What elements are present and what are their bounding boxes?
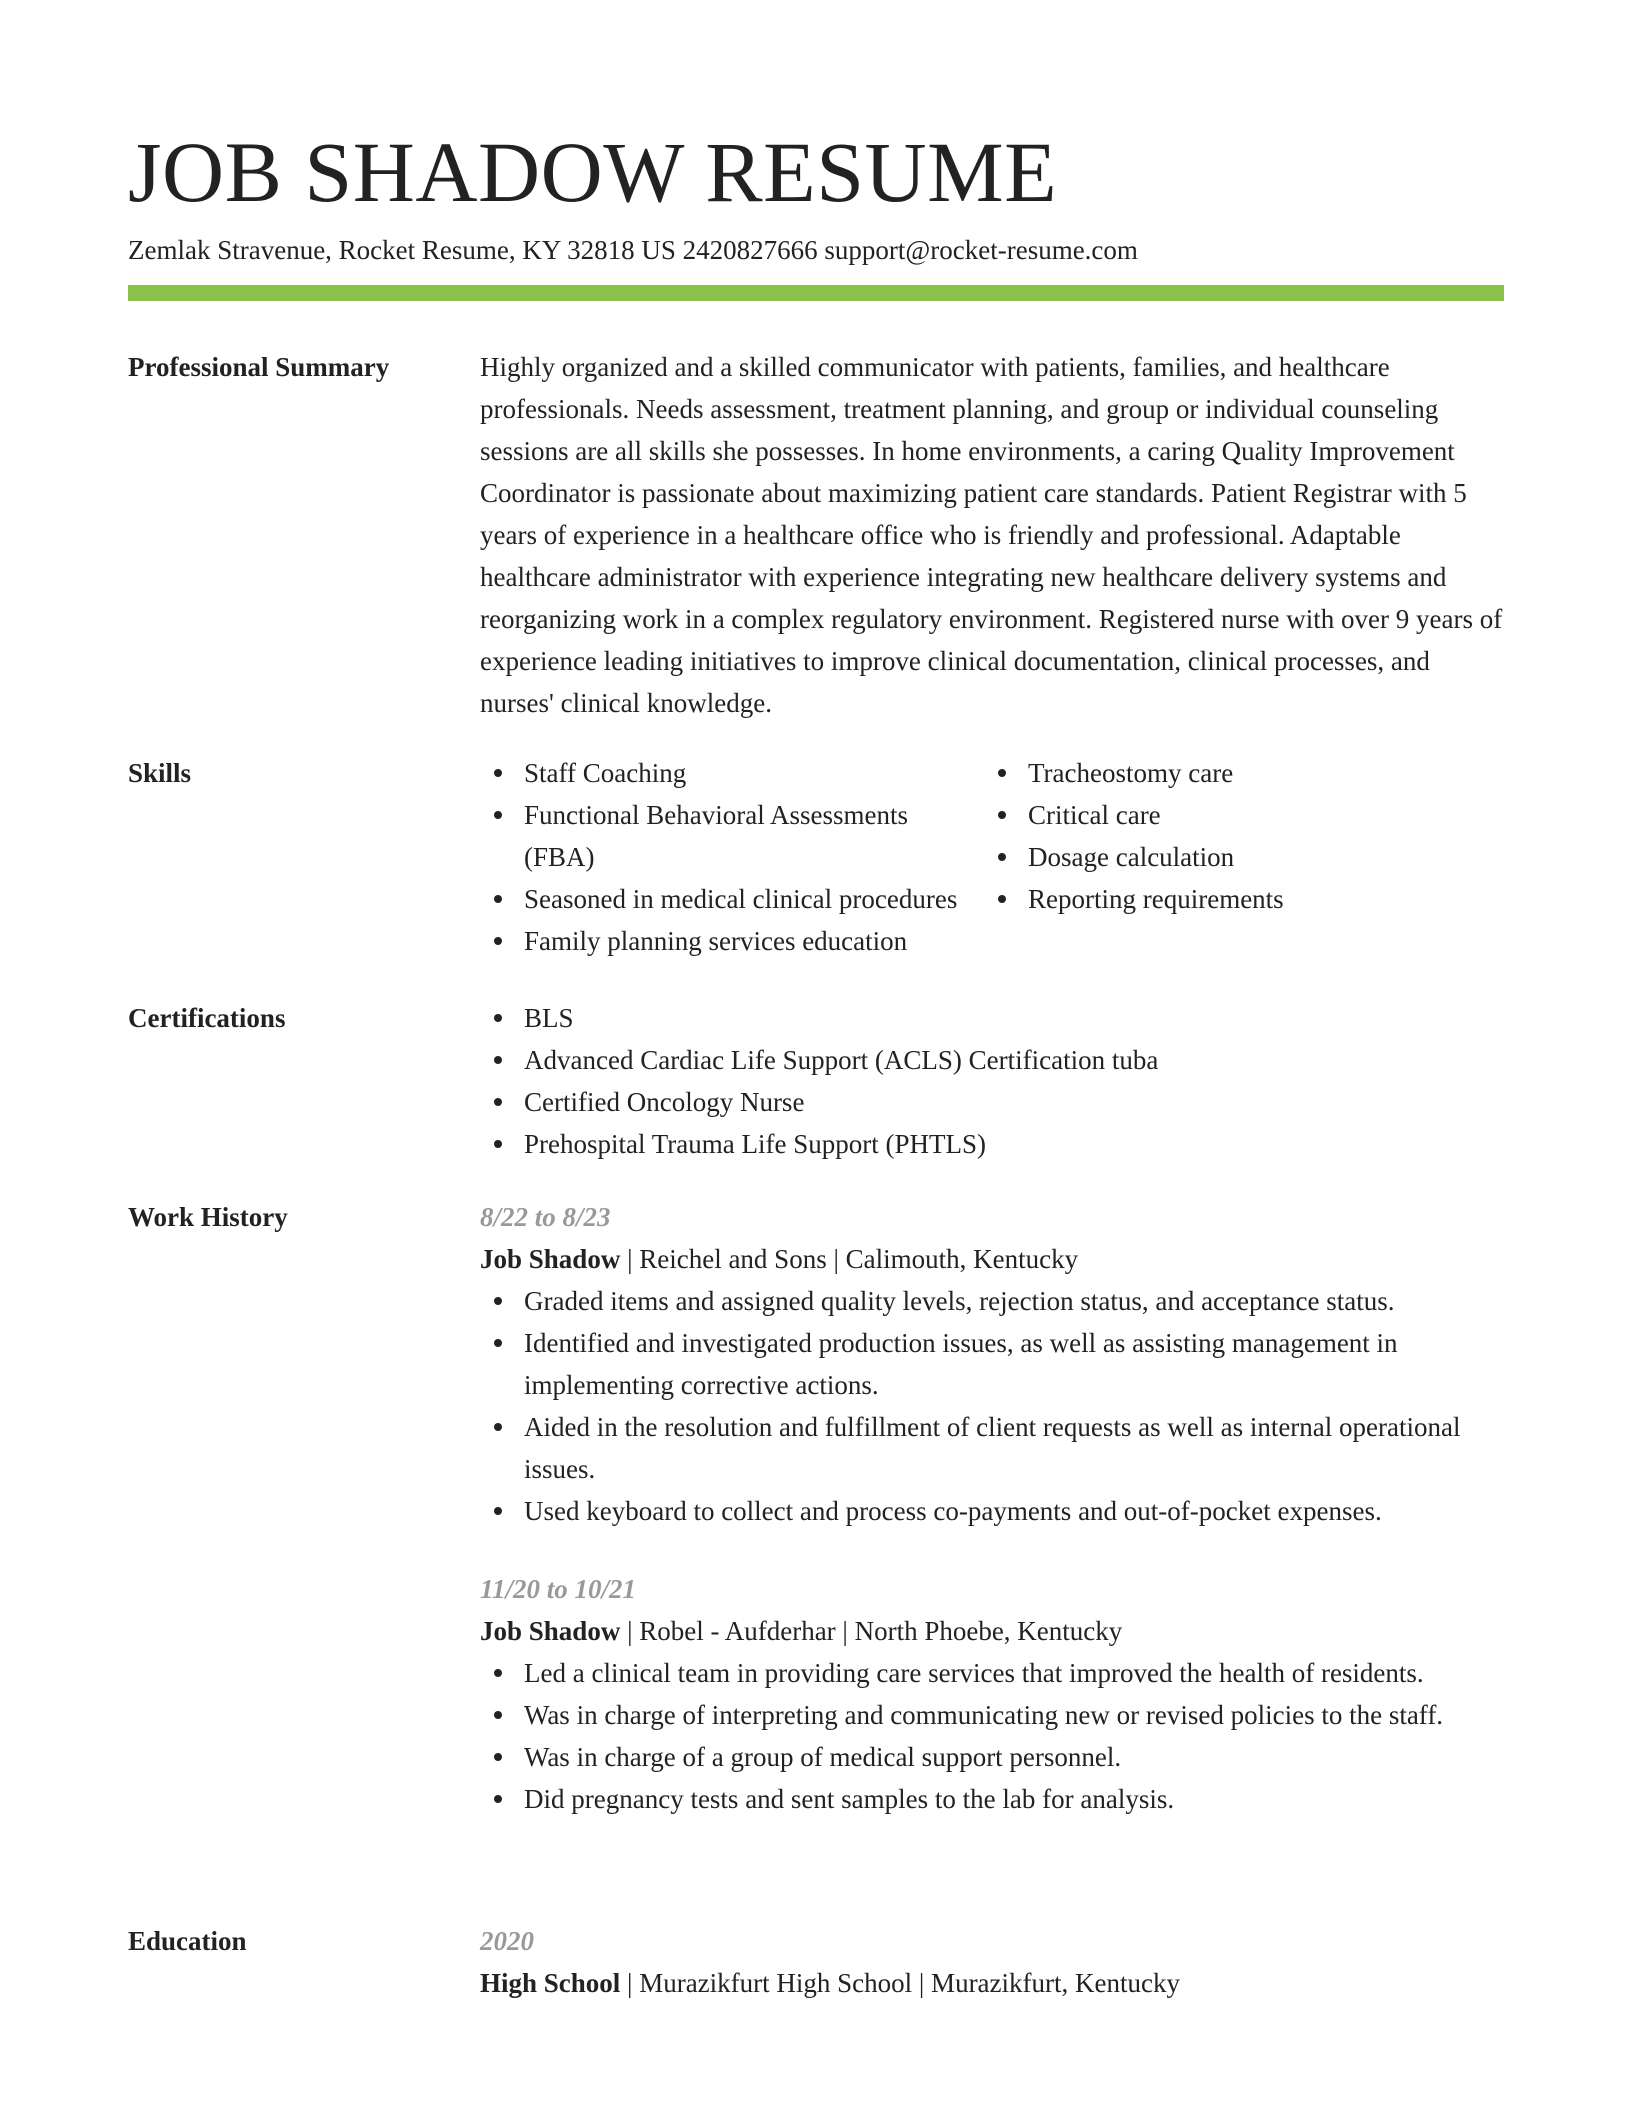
job-duty: Graded items and assigned quality levels, rejection status, and acceptance status. <box>480 1280 1504 1322</box>
job-title: Job Shadow <box>480 1616 621 1646</box>
summary-body <box>480 346 1504 724</box>
bullet-icon <box>494 1056 502 1064</box>
work-history-label: Work History <box>128 1202 288 1232</box>
bullet-icon <box>998 769 1006 777</box>
certifications-list <box>480 997 1504 1165</box>
bullet-icon <box>998 895 1006 903</box>
job-duty: Led a clinical team in providing care services that improved the health of residents. <box>480 1652 1504 1694</box>
job-duty: Identified and investigated production issues, as well as assisting management in implementing corrective actions. <box>480 1322 1504 1406</box>
education-school: | Murazikfurt High School | Murazikfurt, Kentucky <box>620 1968 1180 1998</box>
bullet-icon <box>494 1098 502 1106</box>
job-heading <box>480 1238 1504 1280</box>
bullet-icon <box>494 1423 502 1431</box>
skill-item: Tracheostomy care <box>984 752 1504 794</box>
education-year: 2020 <box>480 1926 534 1956</box>
skill-item: Family planning services education <box>480 920 984 962</box>
skill-item: Critical care <box>984 794 1504 836</box>
job-title: Job Shadow <box>480 1244 621 1274</box>
skills-list-right <box>984 752 1504 962</box>
bullet-icon <box>494 1669 502 1677</box>
bullet-icon <box>494 1297 502 1305</box>
job-dates: 11/20 to 10/21 <box>480 1574 637 1604</box>
contact-info: Zemlak Stravenue, Rocket Resume, KY 32818 US 2420827666 support@rocket-resume.com <box>128 235 1138 265</box>
education-heading <box>480 1962 1504 2004</box>
job-duty: Did pregnancy tests and sent samples to the lab for analysis. <box>480 1778 1504 1820</box>
accent-divider <box>128 285 1504 301</box>
skill-item: Staff Coaching <box>480 752 984 794</box>
education-body <box>480 1920 1504 2004</box>
bullet-icon <box>494 937 502 945</box>
job-entry <box>480 1196 1504 1532</box>
bullet-icon <box>998 853 1006 861</box>
summary-label: Professional Summary <box>128 352 390 382</box>
bullet-icon <box>998 811 1006 819</box>
skill-item: Seasoned in medical clinical procedures <box>480 878 984 920</box>
job-duty: Was in charge of a group of medical support personnel. <box>480 1736 1504 1778</box>
skills-label: Skills <box>128 758 192 788</box>
bullet-icon <box>494 895 502 903</box>
job-dates: 8/22 to 8/23 <box>480 1202 611 1232</box>
education-label: Education <box>128 1926 247 1956</box>
skills-list-left <box>480 752 984 962</box>
skill-item: Reporting requirements <box>984 878 1504 920</box>
bullet-icon <box>494 1507 502 1515</box>
bullet-icon <box>494 1014 502 1022</box>
certification-item: Prehospital Trauma Life Support (PHTLS) <box>480 1123 1504 1165</box>
education-degree: High School <box>480 1968 621 1998</box>
skill-item: Dosage calculation <box>984 836 1504 878</box>
job-duty: Aided in the resolution and fulfillment of client requests as well as internal operational issues. <box>480 1406 1504 1490</box>
certification-item: Advanced Cardiac Life Support (ACLS) Certification tuba <box>480 1039 1504 1081</box>
summary-text: Highly organized and a skilled communicator with patients, families, and healthcare professionals. Needs assessment, treatment planning, and group or individual counseling sessions are all skills she possesses. In home environments, a caring Quality Improvement Coordinator is passionate about maximizing patient care standards. Patient Registrar with 5 years of experience in a healthcare office who is friendly and professional. Adaptable healthcare administrator with experience integrating new healthcare delivery systems and reorganizing work in a complex regulatory environment. Registered nurse with over 9 years of experience leading initiatives to improve clinical documentation, clinical processes, and nurses' clinical knowledge. <box>480 352 1503 718</box>
job-duty: Used keyboard to collect and process co-payments and out-of-pocket expenses. <box>480 1490 1504 1532</box>
job-employer: | Reichel and Sons | Calimouth, Kentucky <box>620 1244 1079 1274</box>
skill-item: Functional Behavioral Assessments (FBA) <box>480 794 984 878</box>
job-duties <box>480 1280 1504 1532</box>
skills-body <box>480 752 1504 962</box>
bullet-icon <box>494 1753 502 1761</box>
bullet-icon <box>494 811 502 819</box>
certification-item: BLS <box>480 997 1504 1039</box>
certification-item: Certified Oncology Nurse <box>480 1081 1504 1123</box>
resume-title: JOB SHADOW RESUME <box>128 124 1058 220</box>
certifications-label: Certifications <box>128 1003 286 1033</box>
bullet-icon <box>494 1795 502 1803</box>
job-entry <box>480 1568 1504 1820</box>
job-heading <box>480 1610 1504 1652</box>
certifications-body <box>480 997 1504 1165</box>
bullet-icon <box>494 769 502 777</box>
work-history-body <box>480 1196 1504 1820</box>
bullet-icon <box>494 1711 502 1719</box>
bullet-icon <box>494 1140 502 1148</box>
bullet-icon <box>494 1339 502 1347</box>
job-employer: | Robel - Aufderhar | North Phoebe, Kentucky <box>620 1616 1123 1646</box>
job-duty: Was in charge of interpreting and communicating new or revised policies to the staff. <box>480 1694 1504 1736</box>
job-duties <box>480 1652 1504 1820</box>
